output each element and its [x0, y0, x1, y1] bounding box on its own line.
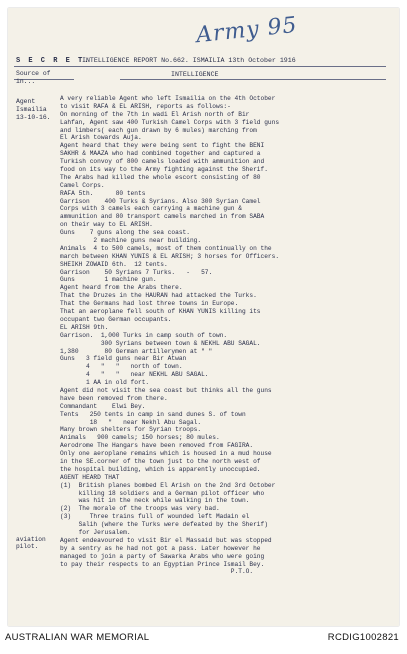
report-line: Agent heard from the Arabs there.	[60, 284, 183, 292]
report-line: killing 18 soldiers and a German pilot officer who	[60, 489, 265, 497]
report-line: have been removed from there.	[60, 394, 168, 402]
report-line: food on its way to the Army fighting against the Sherif.	[60, 166, 268, 174]
report-line: On morning of the 7th in wadi El Arish north of Bir	[60, 110, 250, 118]
report-line: Only one aeroplane remains which is housed in a mud house	[60, 450, 272, 458]
source-label: Source of	[16, 70, 51, 77]
report-line: Aerodrome The Hangars have been removed from FAGIRA.	[60, 442, 254, 450]
report-line: Guns 1 machine gun.	[60, 276, 157, 284]
source-header	[16, 70, 51, 86]
report-line: Garrison 50 Syrians 7 Turks. - 57.	[60, 268, 213, 276]
report-line: occupant two German occupants.	[60, 315, 172, 323]
report-line: Guns 7 guns along the sea coast.	[60, 229, 190, 237]
report-line: (2) The morale of the troops was very bad.	[60, 505, 220, 513]
report-line: SHEIKH ZOWAID 6th. 12 tents.	[60, 260, 168, 268]
report-line: for Jerusalem.	[60, 528, 131, 536]
report-line: Commandant Elwi Bey.	[60, 402, 146, 410]
report-line: Camel Corps.	[60, 181, 105, 189]
source-place: Ismailia	[16, 106, 47, 113]
report-line: That the Druzes in the HAURAN had attacked the Turks.	[60, 292, 257, 300]
report-line: Garrison 400 Turks & Syrians. Also 300 Syrian Camel	[60, 197, 261, 205]
report-line: Animals 900 camels; 150 horses; 80 mules.	[60, 434, 220, 442]
report-line: to pay their respects to an Egyptian Prince Ismail Bey.	[60, 560, 265, 568]
report-line: AGENT HEARD THAT	[60, 473, 120, 481]
report-line: Garrison. 1,000 Turks in camp south of town.	[60, 331, 228, 339]
source-date: 13-10-16.	[16, 114, 51, 121]
report-line: 18 " near Nekhl Abu Sagal.	[60, 418, 202, 426]
report-line: on their way to EL ARISH.	[60, 221, 153, 229]
report-line: (1) British planes bombed El Arish on the 2nd 3rd October	[60, 481, 276, 489]
report-line: by a sentry as he had not got a pass. Later however he	[60, 544, 261, 552]
report-line: Salih (where the Turks were defeated by the Sherif)	[60, 521, 268, 529]
report-line: (3) Three trains full of wounded left Madain el	[60, 513, 250, 521]
report-line: SAKHR & MAAZA who had combined together and captured a	[60, 150, 261, 158]
report-line: Corps with 3 camels each carrying a machine gun &	[60, 205, 242, 213]
report-line: march between KHAN YUNIS & EL ARISH; 3 horses for Officers.	[60, 252, 280, 260]
report-line: A very reliable Agent who left Ismailia on the 4th October	[60, 95, 276, 102]
margin-aviation: aviation	[16, 536, 46, 543]
report-line: Animals 4 to 500 camels, most of them continually on the	[60, 244, 272, 252]
report-line: managed to join a party of Sawarka Arabs who were going	[60, 552, 265, 560]
margin-note	[16, 536, 46, 550]
report-line: ammunition and 80 transport camels marched in from SABA	[60, 213, 265, 221]
report-line: EL ARISH 9th.	[60, 323, 109, 331]
report-line: That the Germans had lost three towns in Europe.	[60, 300, 239, 308]
section-heading: INTELLIGENCE	[171, 71, 219, 78]
title-underline	[14, 66, 386, 67]
heading-divider	[120, 79, 386, 80]
report-line: was hit in the neck while walking in the town.	[60, 497, 250, 505]
handwritten-annotation: Army 95	[194, 12, 299, 49]
report-line: Many brown shelters for Syrian troops.	[60, 426, 202, 434]
report-line: in the SE.corner of the town just to the north west of	[60, 457, 261, 465]
report-line: That an aeroplane fell south of KHAN YUNIS killing its	[60, 308, 261, 316]
report-line: Agent did not visit the sea coast but thinks all the guns	[60, 386, 272, 394]
margin-pilot: pilot.	[16, 543, 39, 550]
report-line: RAFA 5th. 80 tents	[60, 189, 146, 197]
report-line: to visit RAFA & EL ARISH, reports as follows:-	[60, 102, 231, 110]
report-line: Agent endeavoured to visit Bir el Massaid but was stopped	[60, 536, 272, 544]
report-line: The Arabs had killed the whole escort consisting of 80	[60, 173, 261, 181]
source-column	[16, 98, 51, 122]
report-line: 4 " " north of town.	[60, 363, 183, 371]
report-line: 2 machine guns near building.	[60, 237, 202, 245]
report-line: Lahfan, Agent saw 400 Turkish Camel Corps with 3 field guns	[60, 118, 280, 126]
report-line: Tents 250 tents in camp in sand dunes S. of town	[60, 410, 246, 418]
footer-record-id: RCDIG1002821	[327, 632, 399, 643]
report-line: the hospital building, which is apparently unoccupied.	[60, 465, 261, 473]
report-line: and limbers( each gun drawn by 6 mules) marching from	[60, 126, 257, 134]
report-line: El Arish towards Auja.	[60, 134, 142, 142]
report-line: 1 AA in old fort.	[60, 379, 150, 387]
report-line: 1,380 80 German artillerymen at " "	[60, 347, 213, 355]
report-line: P.T.O.	[60, 568, 254, 576]
source-agent: Agent	[16, 98, 36, 105]
report-line: 4 " " near NEKHL ABU SAGAL.	[60, 371, 209, 379]
footer-archive-name: AUSTRALIAN WAR MEMORIAL	[5, 632, 150, 643]
report-body	[60, 95, 390, 576]
report-line: Turkish convoy of 800 camels loaded with ammunition and	[60, 158, 265, 166]
report-line: Guns 3 field guns near Bir Atwan	[60, 355, 187, 363]
classification-label: S E C R E T.	[16, 57, 91, 65]
source-sub: in...	[16, 78, 36, 85]
report-line: 300 Syrians between town & NEKHL ABU SAGAL.	[60, 339, 261, 347]
report-title: INTELLIGENCE REPORT No.662. ISMAILIA 13th October 1916	[82, 57, 296, 64]
report-line: Agent heard that they were being sent to fight the BENI	[60, 142, 265, 150]
